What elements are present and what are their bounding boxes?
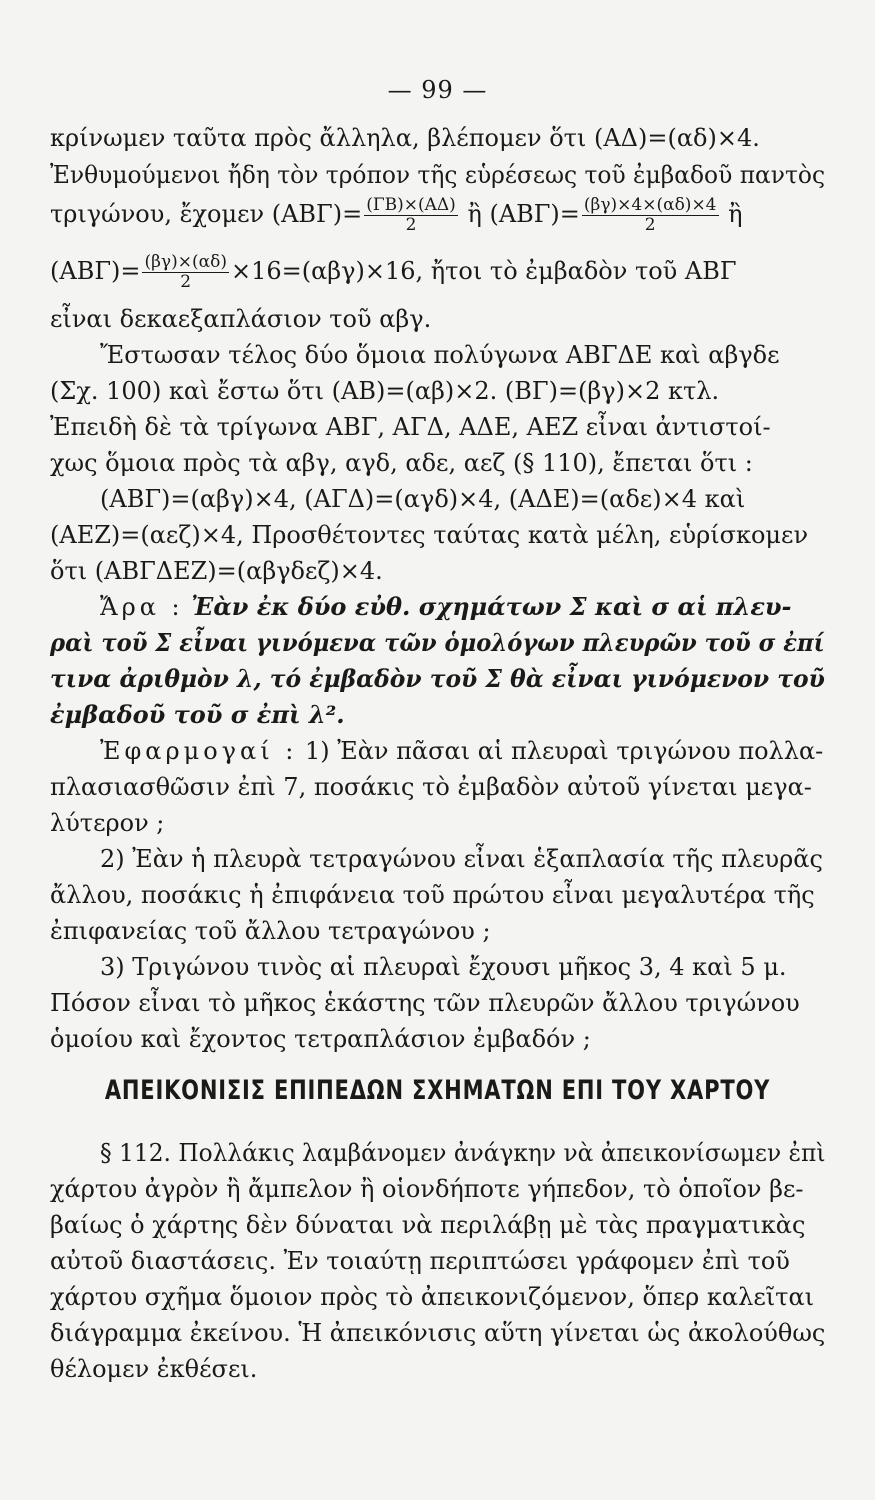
fraction-numerator: (βγ)×4×(αδ)×4 <box>583 195 717 215</box>
fraction <box>582 196 719 235</box>
text-line: § 112. Πολλάκις λαμβάνομεν ἀνάγκην νὰ ἀπεικονίσωμεν ἐπὶ <box>100 1139 826 1167</box>
text-line: ὅτι (ΑΒΓΔΕΖ)=(αβγδεζ)×4. <box>50 557 383 585</box>
theorem-line: ἐμβαδοῦ τοῦ σ ἐπὶ λ². <box>50 700 345 729</box>
text-line: Ἐνθυμούμενοι ἤδη τὸν τρόπον τῆς εὑρέσεως τοῦ ἐμβαδοῦ παντὸς <box>50 161 826 189</box>
text-line: (ΑΒΓ)=(αβγ)×4, (ΑΓΔ)=(αγδ)×4, (ΑΔΕ)=(αδε)×4 καὶ <box>100 485 746 513</box>
theorem-line: τινα ἀριθμὸν λ, τό ἐμβαδὸν τοῦ Σ θὰ εἶναι γινόμενον τοῦ <box>50 664 825 693</box>
text-line: αὐτοῦ διαστάσεις. Ἐν τοιαύτῃ περιπτώσει γράφομεν ἐπὶ τοῦ <box>50 1247 790 1275</box>
text-fragment: ἢ (ΑΒΓ)= <box>459 200 580 228</box>
text-fragment: τριγώνου, ἔχομεν (ΑΒΓ)= <box>50 200 363 228</box>
text-line: (ΑΕΖ)=(αεζ)×4, Προσθέτοντες ταύτας κατὰ μέλη, εὑρίσκομεν <box>50 521 809 549</box>
ara-label: Ἄρα : <box>100 593 184 621</box>
formula-line <box>50 196 825 235</box>
applications-label: Ἐφαρμογαί : <box>100 737 298 765</box>
text-line: ἐπιφανείας τοῦ ἄλλου τετραγώνου ; <box>50 917 491 945</box>
formula-line <box>50 253 825 292</box>
text-line: Ἐπειδὴ δὲ τὰ τρίγωνα ΑΒΓ, ΑΓΔ, ΑΔΕ, ΑΕΖ εἶναι ἀντιστοί- <box>50 413 771 441</box>
page-number: — 99 — <box>387 76 488 104</box>
text-line: κρίνωμεν ταῦτα πρὸς ἄλληλα, βλέπομεν ὅτι (ΑΔ)=(αδ)×4. <box>50 124 760 152</box>
text-fragment: 1) Ἐὰν πᾶσαι αἱ πλευραὶ τριγώνου πολλα- <box>304 737 824 765</box>
theorem-line: ραὶ τοῦ Σ εἶναι γινόμενα τῶν ὁμολόγων πλευρῶν τοῦ σ ἐπί <box>50 628 825 657</box>
section-heading: ΑΠΕΙΚΟΝΙΣΙΣ ΕΠΙΠΕΔΩΝ ΣΧΗΜΑΤΩΝ ΕΠΙ ΤΟΥ ΧΑΡΤΟΥ <box>104 1075 771 1106</box>
text-line: εἶναι δεκαεξαπλάσιον τοῦ αβγ. <box>50 305 432 333</box>
text-line: 2) Ἐὰν ἡ πλευρὰ τετραγώνου εἶναι ἑξαπλασία τῆς πλευρᾶς <box>100 845 823 873</box>
text-line: 3) Τριγώνου τινὸς αἱ πλευραὶ ἔχουσι μῆκος 3, 4 καὶ 5 μ. <box>100 953 787 981</box>
text-line: Πόσον εἶναι τὸ μῆκος ἑκάστης τῶν πλευρῶν ἄλλου τριγώνου <box>50 989 800 1017</box>
text-line: χάρτου ἀγρὸν ἢ ἄμπελον ἢ οἱονδήποτε γήπεδον, τὸ ὁποῖον βε- <box>50 1175 804 1203</box>
text-fragment: (ΑΒΓ)= <box>50 257 141 285</box>
text-line: βαίως ὁ χάρτης δὲν δύναται νὰ περιλάβῃ μὲ τὰς πραγματικὰς <box>50 1211 806 1239</box>
text-fragment: ἢ <box>720 200 743 228</box>
text-line: χως ὅμοια πρὸς τὰ αβγ, αγδ, αδε, αεζ (§ 110), ἔπεται ὅτι : <box>50 449 753 477</box>
text-line: (Σχ. 100) καὶ ἔστω ὅτι (ΑΒ)=(αβ)×2. (ΒΓ)=(βγ)×2 κτλ. <box>50 377 720 405</box>
fraction <box>142 253 228 292</box>
fraction-denominator: 2 <box>180 272 192 292</box>
text-line: ἄλλου, ποσάκις ἡ ἐπιφάνεια τοῦ πρώτου εἶναι μεγαλυτέρα τῆς <box>50 881 815 909</box>
fraction <box>364 196 458 235</box>
theorem-line <box>50 592 825 622</box>
fraction-numerator: (βγ)×(αδ) <box>144 252 227 272</box>
text-line: διάγραμμα ἐκείνου. Ἡ ἀπεικόνισις αὕτη γίνεται ὡς ἀκολούθως <box>50 1319 826 1347</box>
text-line: θέλομεν ἐκθέσει. <box>50 1355 258 1383</box>
theorem-text: Ἐὰν ἐκ δύο εὐθ. σχημάτων Σ καὶ σ αἱ πλευ- <box>191 592 792 621</box>
text-line: Ἔστωσαν τέλος δύο ὅμοια πολύγωνα ΑΒΓΔΕ καὶ αβγδε <box>100 341 780 369</box>
text-line: ὁμοίου καὶ ἔχοντος τετραπλάσιον ἐμβαδόν ; <box>50 1025 591 1053</box>
exercise-line <box>50 736 825 766</box>
text-line: πλασιασθῶσιν ἐπὶ 7, ποσάκις τὸ ἐμβαδὸν αὐτοῦ γίνεται μεγα- <box>50 773 812 801</box>
text-line: χάρτου σχῆμα ὅμοιον πρὸς τὸ ἀπεικονιζόμενον, ὅπερ καλεῖται <box>50 1283 815 1311</box>
fraction-denominator: 2 <box>405 215 417 235</box>
fraction-denominator: 2 <box>644 215 656 235</box>
text-fragment: ×16=(αβγ)×16, ἤτοι τὸ ἐμβαδὸν τοῦ ΑΒΓ <box>230 257 737 285</box>
fraction-numerator: (ΓΒ)×(ΑΔ) <box>366 195 456 215</box>
text-line: λύτερον ; <box>50 809 165 837</box>
